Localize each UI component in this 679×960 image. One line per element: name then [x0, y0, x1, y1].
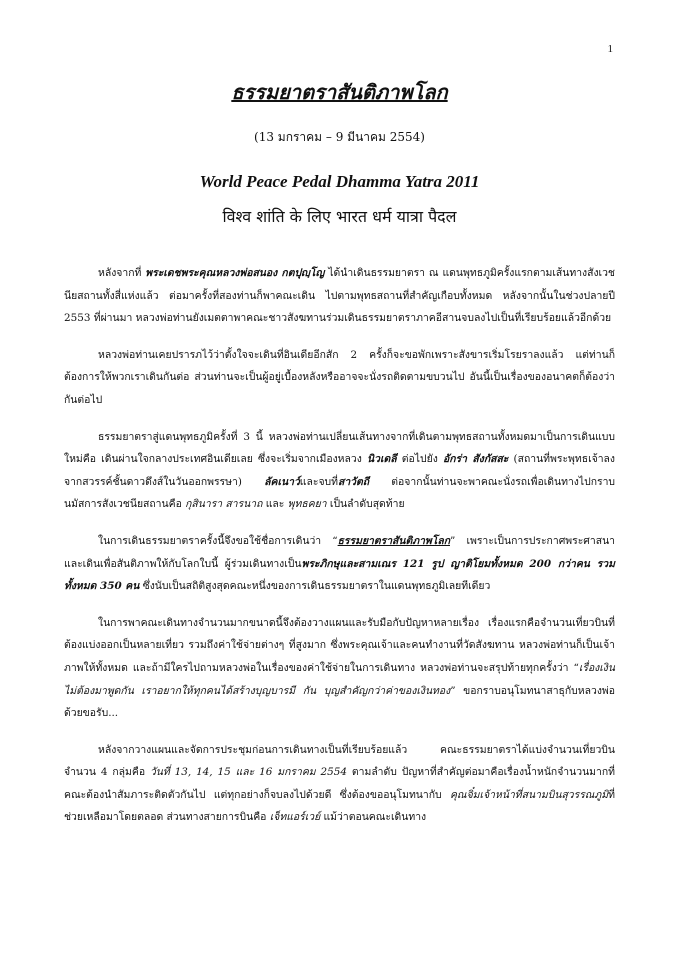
- text-run: หลังจากวางแผนและจัดการประชุมก่อนการเดินทางเป็นที่เรียบร้อยแล้ว คณะธรรมยาตราได้แบ่งจำนวนเที่ยวบินจำนวน 4 กลุ่มคือ: [64, 743, 615, 779]
- text-run: เป็นลำดับสุดท้าย: [326, 498, 405, 511]
- emphasis-place: นิวเดลี: [367, 453, 397, 466]
- italic-place: กุสินารา สารนาถ: [185, 498, 263, 511]
- text-run: ได้นำเดินธรรมยาตรา ณ แดนพุทธภูมิครั้งแรกตามเส้นทางสังเวชนียสถานทั้งสี่แห่งแล้ว ต่อมาครั้งที่สองท่านก็พาคณะเดิน ไปตามพุทธสถานที่สำคัญเกือบทั้งหมด หลังจากนั้นในช่วงปลายปี 2553 ที่ผ่านมา หลวงพ่อท่านยังเมตตาพาคณะชาวสังฆทานร่วมเดินธรรมยาตราภาคอีสานจบลงไปเป็นที่เรียบร้อยแล้วอีกด้วย: [64, 267, 615, 325]
- text-run: และจบที่: [299, 475, 338, 488]
- paragraph-4: [64, 530, 615, 598]
- text-run: ” ขอกราบอนุโมทนาสาธุกับหลวงพ่อด้วยขอรับ...: [64, 684, 615, 720]
- text-run: และ: [262, 498, 288, 511]
- text-run: ต่อไปยัง: [396, 453, 443, 466]
- text-run: ธรรมยาตราสู่แดนพุทธภูมิครั้งที่ 3 นี้ หลวงพ่อท่านเปลี่ยนเส้นทางจากที่เดินตามพุทธสถานทั้งหมดมาเป็นการเดินแบบใหม่คือ เดินผ่านใจกลางประเทศอินเดียเลย ซึ่งจะเริ่มจากเมืองหลวง: [64, 430, 615, 466]
- text-run: ในการพาคณะเดินทางจำนวนมากขนาดนี้จึงต้องวางแผนและรับมือกับปัญหาหลายเรื่อง เรื่องแรกคือจำนวนเที่ยวบินที่ต้องแบ่งออกเป็นหลายเที่ยว รวมถึงค่าใช้จ่ายต่างๆ ที่สูงมาก ซึ่งพระคุณเจ้าและคนทำงานที่วัดสังฆทาน หลวงพ่อท่านก็เป็นเจ้าภาพให้ทั้งหมด และถ้ามีใครไปถามหลวงพ่อในเรื่องของค่าใช้จ่ายในการเดินทาง หลวงพ่อท่านจะสรุปท้ายทุกครั้งว่า “: [64, 616, 615, 674]
- text-run: ตามลำดับ ปัญหาที่สำคัญต่อมาคือเรื่องน้ำหนักจำนวนมากที่คณะต้องนำสัมภาระติดตัวกันไป แต่ทุกอย่างก็จบลงไปด้วยดี ซึ่งต้องขออนุโมทนากับ: [64, 766, 615, 801]
- document-title: ธรรมยาตราสันติภาพโลก: [231, 80, 448, 104]
- text-run: หลวงพ่อท่านเคยปรารภไว้ว่าตั้งใจจะเดินที่อินเดียอีกสัก 2 ครั้งก็จะขอพักเพราะสังขารเริ่มโรยราลงแล้ว แต่ท่านก็ต้องการให้พวกเราเดินกันต่อ ส่วนท่านจะเป็นผู้อยู่เบื้องหลังหรืออาจจะนั่งรถติดตามขบวนไป อันนี้เป็นเรื่องของอนาคตก็ต้องว่ากันต่อไป: [64, 348, 615, 406]
- date-range: (13 มกราคม – 9 มีนาคม 2554): [254, 130, 425, 144]
- text-run: ที่ช่วยเหลือมาโดยตลอด ส่วนทางสายการบินคือ: [64, 788, 615, 824]
- page-number: 1: [607, 43, 613, 55]
- text-run: ” เพราะเป็นการประกาศพระศาสนาและเดินเพื่อสันติภาพให้กับโลกใบนี้ ผู้ร่วมเดินทางเป็น: [64, 534, 616, 570]
- italic-place: พุทธคยา: [287, 498, 327, 511]
- text-run: (สถานที่พระพุทธเจ้าลงจากสวรรค์ชั้นดาวดึงส์ในวันออกพรรษา): [64, 453, 615, 488]
- emphasis-place: สาวัตถี: [337, 475, 370, 488]
- text-run: หลังจากที่: [98, 267, 146, 279]
- emphasis-name: พระเดชพระคุณหลวงพ่อสนอง กตปุญฺโญ: [145, 267, 325, 279]
- document-body: [64, 262, 615, 843]
- emphasis-participants: พระภิกษุและสามเณร 121 รูป ญาติโยมทั้งหมด 200 กว่าคน รวมทั้งหมด 350 คน: [64, 557, 615, 593]
- emphasis-place: อักร่า สังกัสสะ: [442, 453, 509, 466]
- paragraph-2: [64, 344, 615, 412]
- emphasis-title: ธรรมยาตราสันติภาพโลก: [337, 534, 450, 547]
- english-title: World Peace Pedal Dhamma Yatra 2011: [199, 172, 480, 191]
- text-run: แม้ว่าตอนคณะเดินทาง: [320, 811, 427, 824]
- italic-person: คุณจิ๋มเจ้าหน้าที่สนามบินสุวรรณภูมิ: [449, 788, 609, 801]
- paragraph-1: [64, 262, 615, 330]
- paragraph-3: [64, 426, 615, 516]
- italic-quote: เรื่องเงินไม่ต้องมาพูดกัน เราอยากให้ทุกคนได้สร้างบุญบารมี กัน บุญสำคัญกว่าค่าของเงินทอง: [64, 661, 615, 697]
- text-run: ซึ่งนับเป็นสถิติสูงสุดคณะหนึ่งของการเดินธรรมยาตราในแดนพุทธภูมิเลยทีเดียว: [139, 580, 491, 593]
- hindi-title: विश्व शांति के लिए भारत धर्म यात्रा पैदल: [222, 207, 457, 226]
- italic-airline: เจ็ทแอร์เวย์: [269, 811, 321, 824]
- emphasis-place: ลัคเนาว์: [264, 475, 300, 488]
- text-run: ในการเดินธรรมยาตราครั้งนี้จึงขอใช้ชื่อการเดินว่า “: [98, 534, 338, 547]
- paragraph-5: [64, 612, 615, 725]
- paragraph-6: [64, 739, 615, 829]
- text-run: ต่อจากนั้นท่านจะพาคณะนั่งรถเพื่อเดินทางไปกราบนมัสการสังเวชนียสถานคือ: [64, 475, 615, 511]
- italic-dates: วันที่ 13, 14, 15 และ 16 มกราคม 2554: [149, 766, 347, 779]
